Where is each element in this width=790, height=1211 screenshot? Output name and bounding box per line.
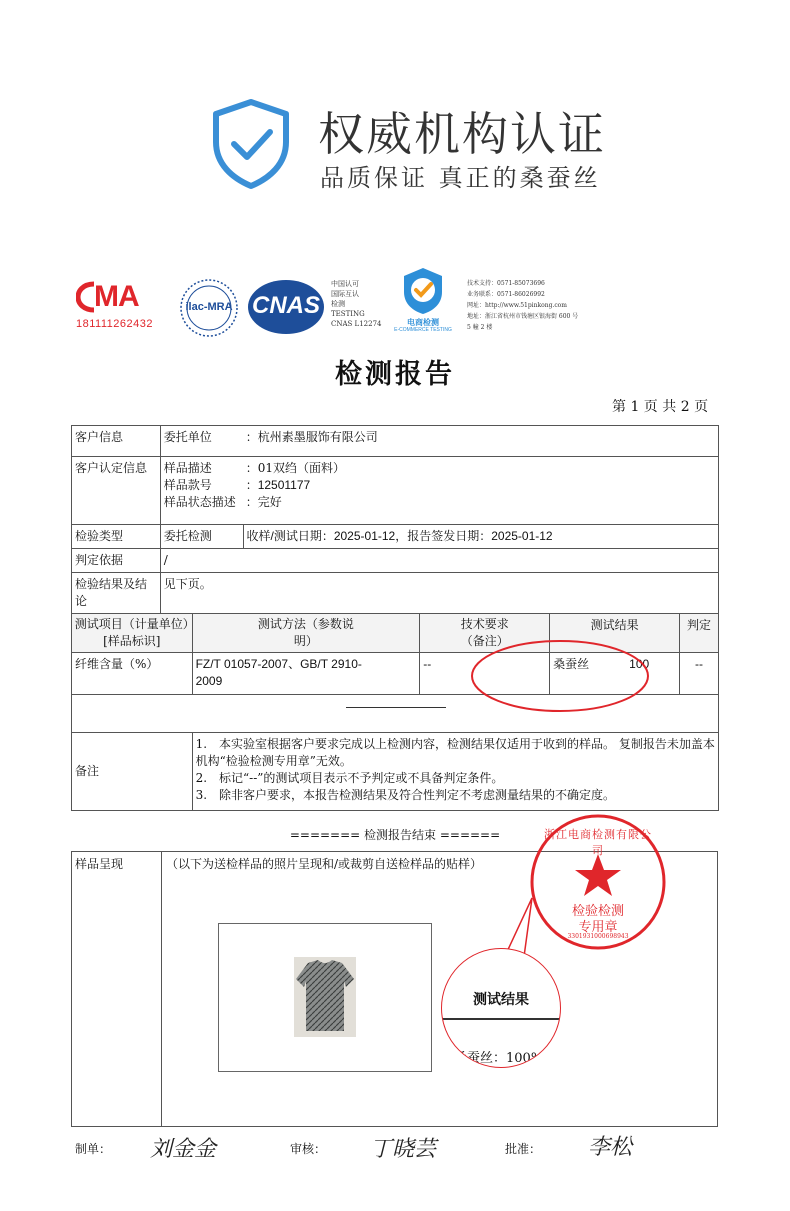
client-info-label: 客户信息 — [72, 426, 161, 457]
stamp-code: 3301931000698943 — [567, 933, 629, 940]
inspection-type-label: 检验类型 — [72, 525, 161, 549]
approver-signature: 李松 — [588, 1135, 633, 1160]
maker-signature: 刘金金 — [150, 1137, 217, 1162]
basis-value: / — [160, 549, 718, 573]
shield-check-icon — [210, 98, 292, 190]
cma-number: 181111262432 — [76, 318, 153, 330]
cnas-info: 中国认可 国际互认 检测 TESTING CNAS L12274 — [331, 280, 382, 328]
client-unit-value: ：杭州素墨服饰有限公司 — [245, 430, 378, 444]
inspection-type-value: 委托检测 — [160, 525, 243, 549]
client-unit-label: 委托单位 — [163, 430, 212, 444]
ilac-mra-logo: ilac-MRA — [179, 278, 239, 338]
sample-no-label: 样品款号 — [163, 478, 212, 492]
col-requirement-header: 技术要求（备注） — [420, 614, 550, 653]
result-label: 检验结果及结论 — [72, 573, 161, 614]
row-judge: -- — [680, 653, 719, 695]
test-result-callout — [441, 948, 561, 1068]
remark-2: 2. 标记“--”的测试项目表示不予判定或不具备判定条件。 — [195, 771, 504, 785]
banner-title: 权威机构认证 — [318, 107, 606, 161]
sample-note: （以下为送检样品的照片呈现和/或裁剪自送检样品的贴样） — [166, 857, 483, 871]
remarks-label: 备注 — [72, 733, 193, 811]
callout-text: 桑蚕丝：100% — [454, 1051, 544, 1066]
table-divider — [346, 707, 446, 708]
cnas-logo: CNAS — [246, 278, 326, 336]
sample-label: 样品呈现 — [75, 857, 124, 871]
reviewer-signature: 丁晓芸 — [370, 1137, 437, 1162]
sample-state-value: ：完好 — [245, 495, 282, 509]
basis-label: 判定依据 — [72, 549, 161, 573]
sample-no-value: ：12501177 — [245, 478, 311, 492]
remark-3: 3. 除非客户要求，本报告检测结果及符合性判定不考虑测量结果的不确定度。 — [195, 788, 616, 802]
maker-label: 制单： — [75, 1142, 112, 1156]
remark-1: 1. 本实验室根据客户要求完成以上检测内容，检测结果仅适用于收到的样品。 复制报告未加盖本机构“检验检测专用章”无效。 — [195, 737, 715, 768]
row-result-name: 桑蚕丝 — [553, 657, 590, 671]
row-result-value: 100 — [629, 657, 650, 671]
stamp-line2: 专用章 — [578, 920, 618, 935]
inspection-stamp — [528, 812, 668, 952]
col-method-header: 测试方法（参数说明） — [192, 614, 420, 653]
row-method: FZ/T 01057-2007、GB/T 2910-2009 — [192, 653, 420, 695]
report-end-marker: ======= 检测报告结束 ====== — [289, 828, 501, 842]
client-confirm-label: 客户认定信息 — [72, 457, 161, 525]
col-item-header: 测试项目（计量单位）[样品标识] — [72, 614, 193, 653]
sample-desc-value: ：01双绉（面料） — [245, 461, 345, 475]
callout-title: 测试结果 — [473, 992, 529, 1008]
sample-state-label: 样品状态描述 — [163, 495, 236, 509]
garment-photo — [294, 957, 356, 1037]
row-item: 纤维含量（%） — [72, 653, 193, 695]
banner-subtitle: 品质保证 真正的桑蚕丝 — [320, 164, 601, 192]
sample-desc-label: 样品描述 — [163, 461, 212, 475]
approver-label: 批准： — [505, 1142, 542, 1156]
ecommerce-testing-logo: 电商检测 E-COMMERCE TESTING — [380, 266, 466, 336]
stamp-line1: 检验检测 — [571, 904, 624, 919]
result-value: 见下页。 — [160, 573, 718, 614]
report-dates: 收样/测试日期：2025-01-12，报告签发日期：2025-01-12 — [243, 525, 719, 549]
contact-info: 技术支持：0571-85073696 业务联系：0571-86026992 网址：http://www.51pinkong.com 地址：浙江省杭州市钱塘区银海街 600 号 5 幢 2 楼 — [467, 280, 579, 331]
cma-logo: MA 181111262432 — [76, 280, 153, 330]
stamp-company: 浙江电商检测有限公司 — [544, 828, 652, 857]
col-judge-header: 判定 — [680, 614, 719, 653]
report-title: 检测报告 — [335, 359, 455, 390]
page-indicator: 第 1 页 共 2 页 — [612, 399, 709, 415]
report-table — [71, 425, 719, 811]
col-result-header: 测试结果 — [550, 614, 680, 653]
reviewer-label: 审核： — [290, 1142, 327, 1156]
row-requirement: -- — [420, 653, 550, 695]
